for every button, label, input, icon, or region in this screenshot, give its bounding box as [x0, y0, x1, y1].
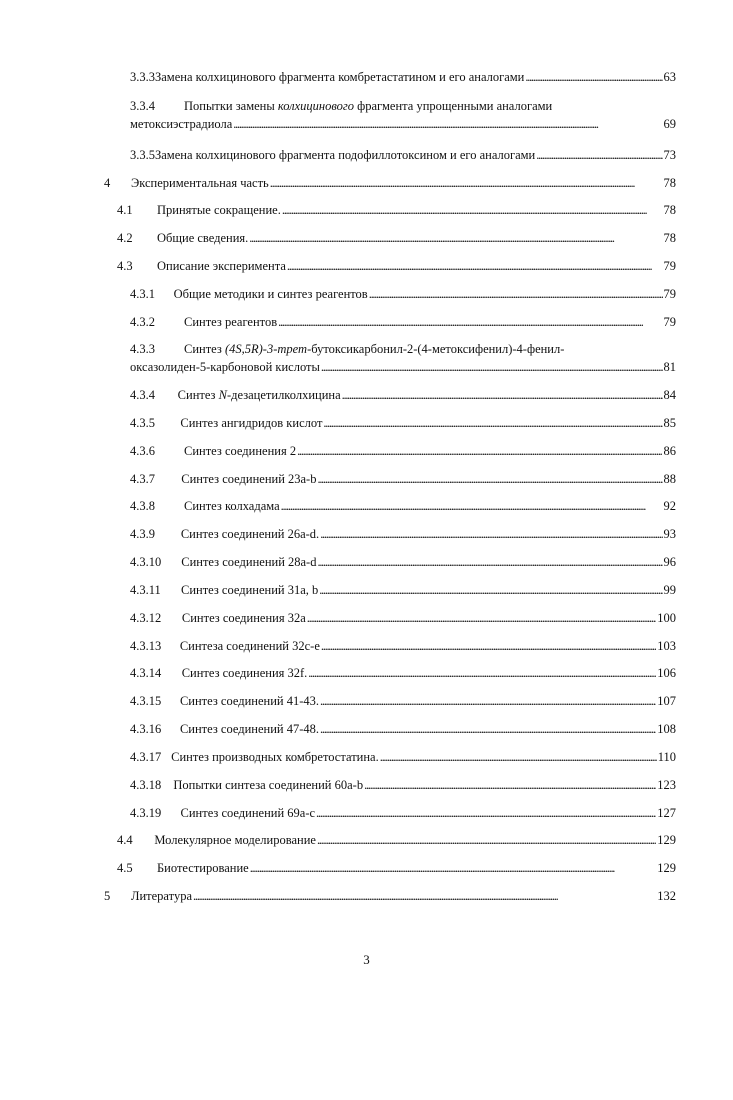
- toc-entry-number: 4.4: [117, 833, 133, 847]
- toc-entry-page: 79: [663, 287, 676, 301]
- toc-entry-number: 4.1: [117, 203, 133, 217]
- toc-entry-number: 3.3.4: [130, 99, 155, 113]
- toc-dot-leader: [320, 525, 662, 543]
- toc-entry-page: 132: [657, 889, 676, 903]
- toc-dot-leader: [369, 285, 663, 303]
- toc-dot-leader: [282, 201, 663, 219]
- toc-entry-page: 84: [663, 388, 676, 402]
- toc-entry-title: Синтез соединений 28a-d: [181, 555, 317, 569]
- toc-dot-leader: [364, 776, 656, 794]
- toc-entry-title-part: Попытки замены: [184, 99, 278, 113]
- toc-entry[interactable]: [130, 470, 676, 488]
- toc-entry-title: Синтез колхадама: [184, 499, 280, 513]
- toc-entry-title: Синтез соединений 23a-b: [181, 472, 317, 486]
- toc-entry[interactable]: [130, 748, 676, 766]
- toc-entry[interactable]: [117, 859, 676, 877]
- toc-entry-number: 3.3.3: [130, 70, 155, 84]
- toc-entry-title: Попытки синтеза соединений 60a-b: [173, 778, 364, 792]
- toc-entry-number: 4.3.7: [130, 472, 155, 486]
- toc-entry-page: 123: [657, 778, 676, 792]
- toc-entry[interactable]: [130, 525, 676, 543]
- toc-entry[interactable]: [130, 637, 676, 655]
- toc-entry-page: 79: [663, 259, 676, 273]
- toc-entry-number: 4.3.9: [130, 527, 155, 541]
- toc-entry-page: 108: [657, 722, 676, 736]
- toc-entry-number: 4.3.1: [130, 287, 155, 301]
- toc-entry-title: Синтез соединения 2: [184, 444, 297, 458]
- toc-entry[interactable]: [130, 313, 676, 331]
- toc-entry-number: 4.3.14: [130, 666, 162, 680]
- toc-entry-number: 4.3.18: [130, 778, 162, 792]
- toc-entry-page: 106: [657, 666, 676, 680]
- toc-dot-leader: [278, 313, 662, 331]
- toc-dot-leader: [320, 720, 656, 738]
- toc-dot-leader: [249, 229, 662, 247]
- toc-entry[interactable]: [130, 414, 676, 432]
- toc-entry-page: 78: [663, 203, 676, 217]
- toc-dot-leader: [317, 553, 662, 571]
- toc-entry[interactable]: [130, 804, 676, 822]
- toc-entry-page: 127: [657, 806, 676, 820]
- toc-entry[interactable]: [117, 229, 676, 247]
- toc-dot-leader: [319, 581, 662, 599]
- toc-dot-leader: [380, 748, 657, 766]
- toc-entry-title: Замена колхицинового фрагмента комбретастатином и его аналогами: [155, 70, 525, 84]
- toc-entry-page: 88: [663, 472, 676, 486]
- toc-entry-number: 4.3.16: [130, 722, 162, 736]
- toc-entry-page: 110: [657, 750, 676, 764]
- toc-dot-leader: [323, 414, 662, 432]
- toc-dot-leader: [307, 609, 656, 627]
- toc-dot-leader: [536, 146, 662, 164]
- toc-dot-leader: [308, 664, 656, 682]
- toc-entry-title: Описание эксперимента: [157, 259, 286, 273]
- toc-entry-number: 4.3.8: [130, 499, 155, 513]
- toc-entry-page: 81: [663, 360, 676, 374]
- toc-entry[interactable]: [130, 553, 676, 571]
- toc-entry-title: Принятые сокращение.: [157, 203, 281, 217]
- toc-entry-number: 3.3.5: [130, 148, 155, 162]
- toc-entry[interactable]: [104, 887, 676, 905]
- toc-dot-leader: [193, 887, 656, 905]
- toc-entry-title: [178, 386, 341, 404]
- toc-entry-page: 107: [657, 694, 676, 708]
- toc-entry-number: 4.3.10: [130, 555, 162, 569]
- toc-entry-number: 4.3.13: [130, 639, 162, 653]
- toc-entry-page: 73: [663, 148, 676, 162]
- toc-entry-title: Синтез реагентов: [184, 315, 278, 329]
- toc-entry-title: Молекулярное моделирование: [154, 833, 316, 847]
- toc-entry-title: Синтез ангидридов кислот: [180, 416, 323, 430]
- toc-entry-title: Синтез производных комбретостатина.: [171, 750, 379, 764]
- toc-entry-title-part: -бутоксикарбонил-2-(4-метоксифенил)-4-фенил-: [307, 342, 565, 356]
- toc-entry-number: 4.3.19: [130, 806, 162, 820]
- toc-entry[interactable]: [130, 146, 676, 164]
- toc-entry[interactable]: [130, 285, 676, 303]
- toc-entry-title: Общие методики и синтез реагентов: [173, 287, 368, 301]
- toc-dot-leader: [281, 497, 663, 515]
- toc-entry-number: 4.3.12: [130, 611, 162, 625]
- toc-entry-title: Синтез соединения 32a: [181, 611, 306, 625]
- toc-entry[interactable]: [130, 497, 676, 515]
- toc-dot-leader: [250, 859, 657, 877]
- toc-entry-title: Экспериментальная часть: [131, 176, 269, 190]
- toc-dot-leader: [297, 442, 662, 460]
- toc-entry-number: 4.3.6: [130, 444, 155, 458]
- toc-entry-number: 4.3.15: [130, 694, 162, 708]
- toc-entry-title-italic: колхицинового: [277, 99, 355, 113]
- toc-entry-page: 92: [663, 499, 676, 513]
- toc-entry-number: 4.3.11: [130, 583, 161, 597]
- toc-entry[interactable]: [130, 386, 676, 404]
- toc-dot-leader: [287, 257, 663, 275]
- toc-entry-number: 4: [104, 176, 111, 190]
- toc-entry-title-part: фрагмента упрощенными аналогами: [354, 99, 553, 113]
- toc-entry[interactable]: [130, 720, 676, 738]
- toc-entry-title: Синтез соединения 32f.: [181, 666, 308, 680]
- toc-entry[interactable]: [130, 340, 676, 376]
- toc-entry-number: 4.3.3: [130, 342, 155, 356]
- toc-dot-leader: [317, 470, 662, 488]
- toc-entry-title: Синтеза соединений 32c-e: [179, 639, 320, 653]
- toc-entry-number: 4.5: [117, 861, 133, 875]
- toc-entry-title: Синтез соединений 47-48.: [179, 722, 319, 736]
- toc-entry-title-line2: метоксиэстрадиола: [130, 117, 233, 131]
- toc-entry-page: 99: [663, 583, 676, 597]
- toc-entry-number: 4.3.4: [130, 388, 155, 402]
- page-number: 3: [363, 952, 370, 967]
- toc-entry-title: Биотестирование: [157, 861, 249, 875]
- toc-entry-page: 79: [663, 315, 676, 329]
- toc-entry-title: Литература: [131, 889, 192, 903]
- toc-entry-page: 100: [657, 611, 676, 625]
- toc-entry-title-part: -дезацетилколхицина: [226, 388, 341, 402]
- toc-dot-leader: [321, 358, 663, 376]
- toc-entry-number: 4.3.17: [130, 750, 162, 764]
- toc-entry-title-italic: N: [218, 388, 227, 402]
- toc-entry[interactable]: [130, 97, 676, 133]
- toc-entry-title: Общие сведения.: [157, 231, 249, 245]
- toc-entry-number: 4.3: [117, 259, 133, 273]
- toc-entry-number: 5: [104, 889, 111, 903]
- toc-entry-title: Синтез соединений 26a-d.: [180, 527, 320, 541]
- toc-entry[interactable]: [104, 174, 676, 192]
- toc-entry-title: Синтез соединений 31a, b: [180, 583, 319, 597]
- toc-entry[interactable]: [117, 201, 676, 219]
- toc-entry-title-italic: (4S,5R)-3-трет: [224, 342, 308, 356]
- toc-dot-leader: [270, 174, 663, 192]
- toc-entry[interactable]: [130, 581, 676, 599]
- toc-entry-title-line2: оксазолиден-5-карбоновой кислоты: [130, 360, 320, 374]
- toc-entry-title-part: Синтез: [184, 342, 225, 356]
- toc-dot-leader: [233, 115, 662, 133]
- toc-entry-number: 4.3.2: [130, 315, 155, 329]
- toc-entry-page: 93: [663, 527, 676, 541]
- toc-entry[interactable]: [117, 257, 676, 275]
- toc-dot-leader: [316, 804, 656, 822]
- toc-entry-number: 4.3.5: [130, 416, 155, 430]
- toc-entry[interactable]: [130, 609, 676, 627]
- toc-entry-page: 78: [663, 176, 676, 190]
- toc-entry-number: 4.2: [117, 231, 133, 245]
- toc-entry-page: 78: [663, 231, 676, 245]
- toc-entry-title: Синтез соединений 69a-c: [180, 806, 316, 820]
- toc-dot-leader: [321, 637, 656, 655]
- toc-entry[interactable]: [117, 831, 676, 849]
- toc-entry-page: 85: [663, 416, 676, 430]
- toc-entry-page: 129: [657, 833, 676, 847]
- toc-dot-leader: [317, 831, 656, 849]
- toc-entry[interactable]: [130, 664, 676, 682]
- toc-entry-page: 129: [657, 861, 676, 875]
- toc-entry[interactable]: [130, 692, 676, 710]
- toc-entry[interactable]: [130, 442, 676, 460]
- toc-entry-page: 69: [663, 117, 676, 131]
- toc-dot-leader: [320, 692, 656, 710]
- toc-entry-page: 63: [663, 70, 676, 84]
- toc-entry-title: Синтез соединений 41-43.: [179, 694, 319, 708]
- toc-dot-leader: [342, 386, 663, 404]
- toc-entry[interactable]: [130, 68, 676, 86]
- toc-entry-title-part: Синтез: [177, 388, 219, 402]
- toc-entry-page: 86: [663, 444, 676, 458]
- toc-entry-title: Замена колхицинового фрагмента подофиллотоксином и его аналогами: [155, 148, 536, 162]
- toc-entry-page: 103: [657, 639, 676, 653]
- toc-dot-leader: [525, 68, 662, 86]
- toc-entry-page: 96: [663, 555, 676, 569]
- toc-entry[interactable]: [130, 776, 676, 794]
